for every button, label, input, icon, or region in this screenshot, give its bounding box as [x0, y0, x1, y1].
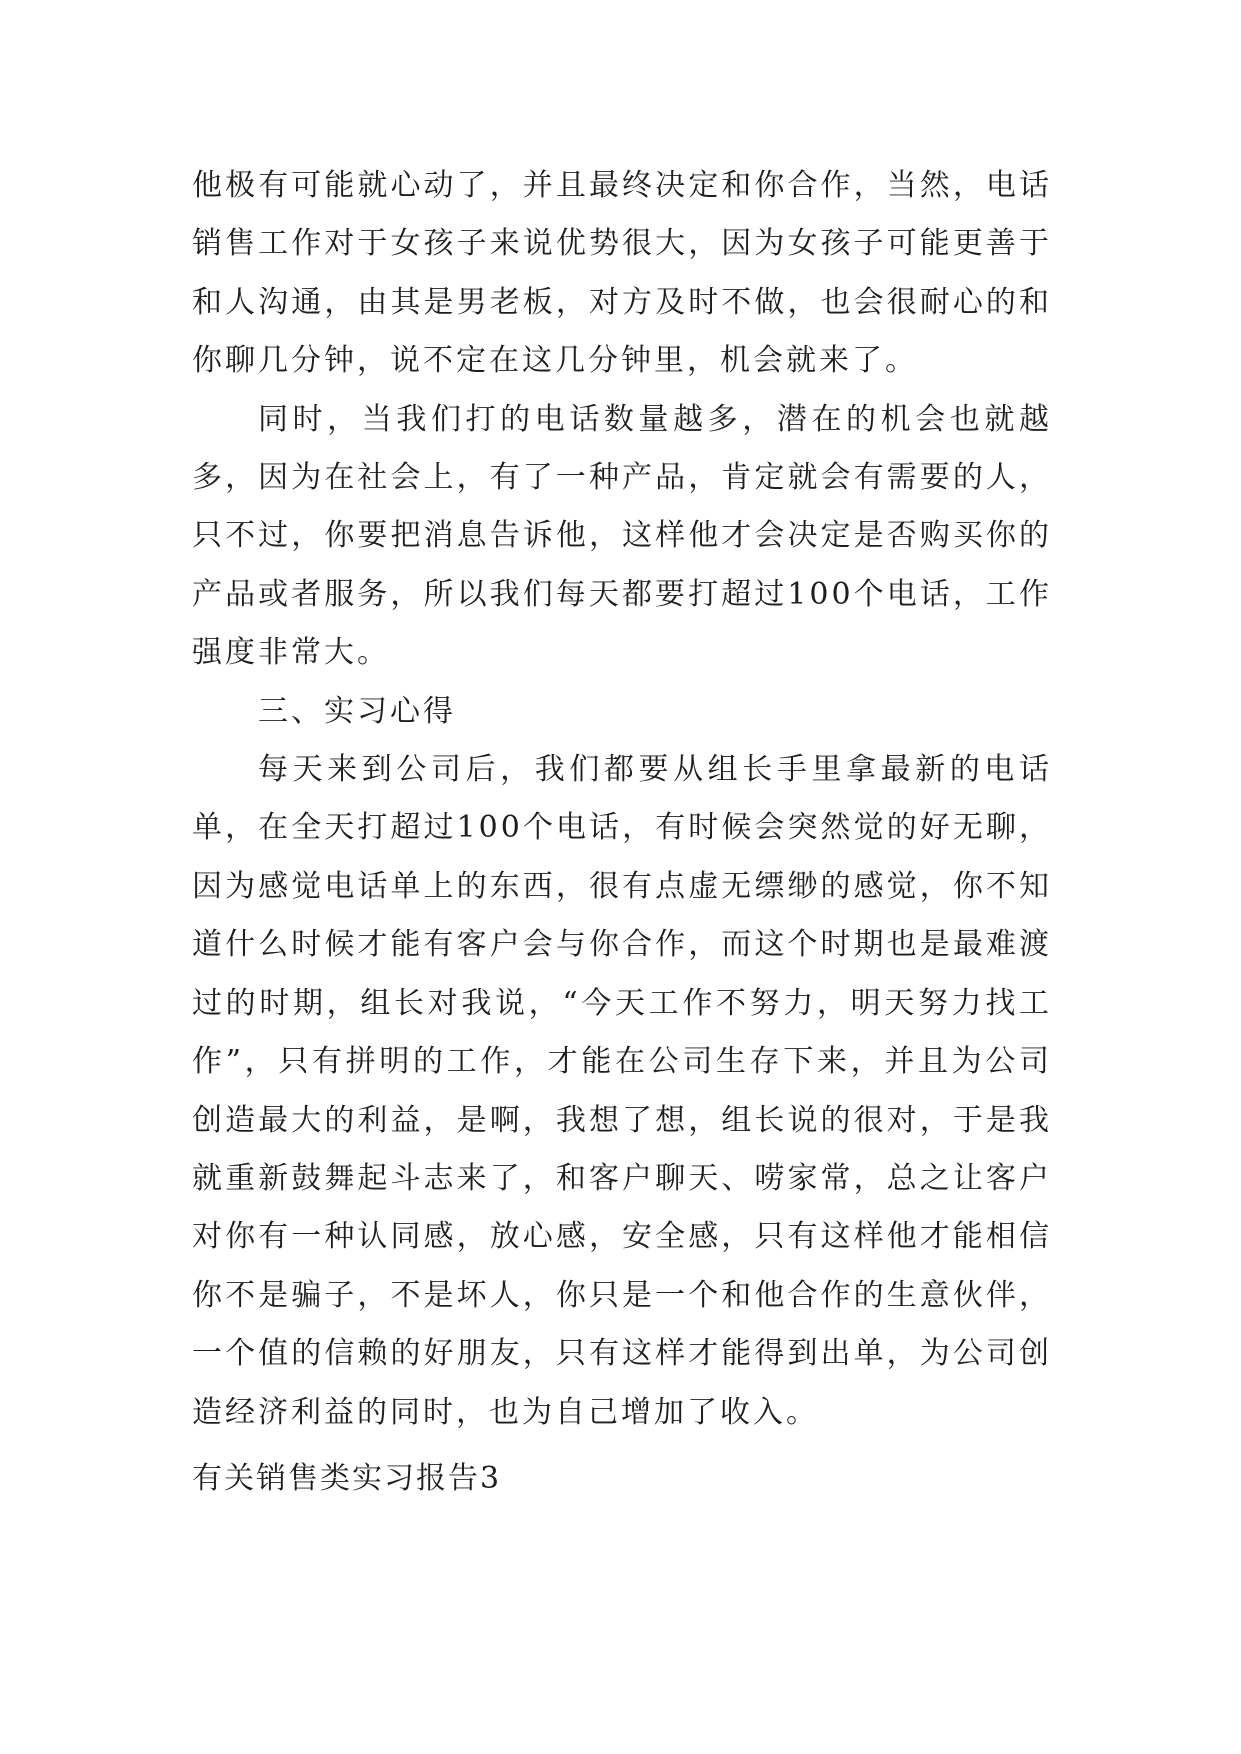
paragraph-phone-volume: 同时，当我们打的电话数量越多，潜在的机会也就越多，因为在社会上，有了一种产品，肯定就会有需要的人，只不过，你要把消息告诉他，这样他才会决定是否购买你的产品或者服务，所以我们每天都要打超过100个电话，工作强度非常大。	[192, 401, 1052, 671]
document-body	[192, 157, 1052, 1442]
report-title: 有关销售类实习报告3	[192, 1461, 502, 1496]
paragraph-daily-routine: 每天来到公司后，我们都要从组长手里拿最新的电话单，在全天打超过100个电话，有时候会突然觉的好无聊，因为感觉电话单上的东西，很有点虚无缥缈的感觉，你不知道什么时候才能有客户会与你合作，而这个时期也是最难渡过的时期，组长对我说，“今天工作不努力，明天努力找工作”，只有拼明的工作，才能在公司生存下来，并且为公司创造最大的利益，是啊，我想了想，组长说的很对，于是我就重新鼓舞起斗志来了，和客户聊天、唠家常，总之让客户对你有一种认同感，放心感，安全感，只有这样他才能相信你不是骗子，不是坏人，你只是一个和他合作的生意伙伴，一个值的信赖的好朋友，只有这样才能得到出单，为公司创造经济利益的同时，也为自己增加了收入。	[192, 752, 1052, 1430]
section-heading-internship-insights: 三、实习心得	[258, 693, 456, 729]
paragraph-continuation: 他极有可能就心动了，并且最终决定和你合作，当然，电话销售工作对于女孩子来说优势很大，因为女孩子可能更善于和人沟通，由其是男老板，对方及时不做，也会很耐心的和你聊几分钟，说不定在这几分钟里，机会就来了。	[192, 168, 1052, 379]
